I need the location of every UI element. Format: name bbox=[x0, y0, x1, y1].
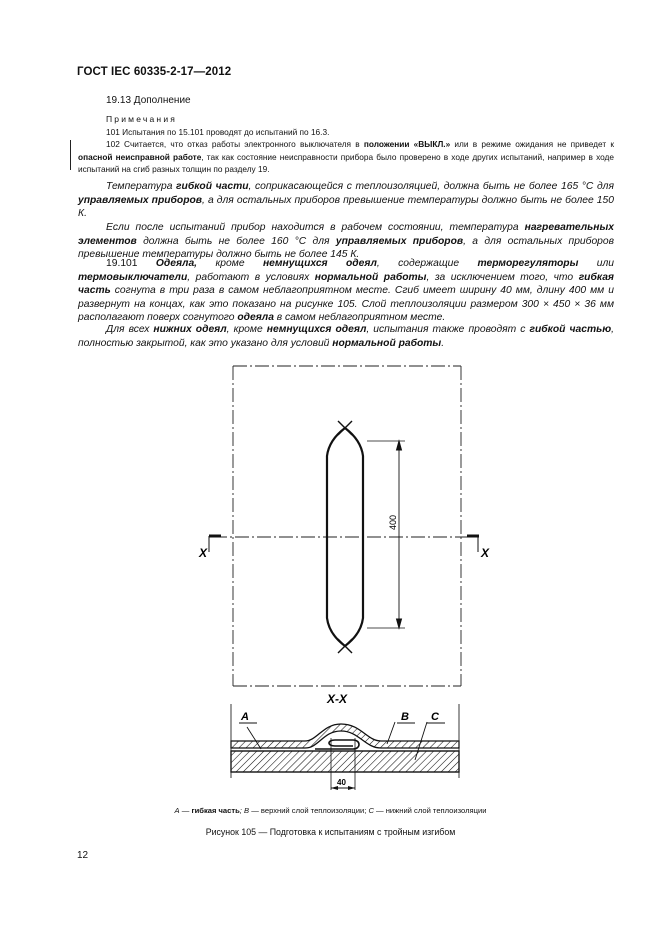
para-text: , а для остальных приборов превышение температуры должно быть не более 145 К. bbox=[78, 235, 615, 261]
para-text: должна быть не более 160 °С для bbox=[136, 235, 336, 247]
figure-legend bbox=[0, 806, 661, 815]
para-text: Для всех bbox=[106, 324, 154, 335]
paragraph-19-101 bbox=[78, 257, 614, 325]
legend-text: — bbox=[179, 806, 192, 815]
section-label-left: X bbox=[199, 546, 208, 560]
para-term: гибкой частью bbox=[529, 324, 612, 335]
legend-text: — верхний слой теплоизоляции; bbox=[249, 806, 369, 815]
dim-arrow-top bbox=[397, 441, 402, 450]
para-text: , за исключением того, что bbox=[426, 271, 579, 283]
note-101: 101 Испытания по 15.101 проводят до испытаний по 16.3. bbox=[106, 127, 330, 137]
change-bar bbox=[70, 140, 71, 170]
para-text: , полностью закрытой, как это указано для условий bbox=[78, 324, 615, 349]
legend-letter: A bbox=[174, 806, 180, 815]
section-title-xx: X-X bbox=[327, 692, 348, 706]
section-title: 19.13 Дополнение bbox=[106, 95, 191, 106]
label-b: B bbox=[401, 711, 409, 723]
para-term: гибкая часть bbox=[78, 271, 614, 297]
note-text: или в режиме ожидания не приведет к bbox=[450, 139, 614, 149]
para-term: немнущихся одеял bbox=[266, 324, 367, 335]
para-text: , содержащие bbox=[376, 258, 478, 269]
dimension-400 bbox=[367, 441, 405, 628]
dim40-arrow-right bbox=[348, 786, 355, 790]
paragraph-lower-blankets bbox=[78, 323, 614, 350]
legend-text: — нижний слой теплоизоляции bbox=[373, 806, 487, 815]
legend-letter: C bbox=[368, 806, 374, 815]
para-term: термовыключатели bbox=[78, 271, 188, 283]
para-term: Одеяла, bbox=[155, 258, 198, 269]
para-text: , а для остальных приборов превышение температуры должно быть не более 150 К. bbox=[78, 194, 614, 220]
dim-arrow-bottom bbox=[397, 619, 402, 628]
figure-105 bbox=[195, 360, 495, 790]
plan-view bbox=[213, 366, 475, 686]
label-c: C bbox=[431, 711, 439, 723]
flexible-part-fold bbox=[315, 740, 359, 749]
para-text: в самом неблагоприятном месте. bbox=[273, 312, 446, 324]
note-term: опасной неисправной работе bbox=[78, 151, 202, 162]
legend-letter: ; B bbox=[239, 806, 250, 815]
para-text: , кроме bbox=[226, 324, 267, 335]
para-text: согнута в три раза в самом неблагоприятном месте. Сгиб имеет ширину 40 мм, длину 400 мм и развернут на концах, как это показано на рисунке 105. Слой теплоизоляции размером 300 × 450 × 36 мм располагают поверх согнутого bbox=[78, 285, 614, 324]
para-term: терморегуляторы bbox=[477, 258, 579, 269]
dimension-40-label: 40 bbox=[337, 778, 346, 787]
para-text: . bbox=[441, 337, 445, 349]
note-text: , так как состояние неисправности прибора было проверено в ходе других испытаний, например в ходе испытаний на сгиб разных толщин по разделу 19. bbox=[78, 151, 615, 174]
figure-title: Рисунок 105 — Подготовка к испытаниям с тройным изгибом bbox=[205, 827, 456, 837]
note-text: 102 Считается, что отказ работы электронного выключателя в bbox=[106, 139, 364, 149]
section-markers bbox=[209, 536, 479, 552]
paragraph-temperature-flexible bbox=[78, 180, 614, 221]
para-term: одеяла bbox=[237, 312, 274, 324]
notes-title: Примечания bbox=[106, 114, 178, 124]
paragraph-temperature-heating bbox=[78, 221, 614, 262]
standard-header: ГОСТ IEC 60335-2-17—2012 bbox=[77, 66, 232, 78]
para-term: нагревательных элементов bbox=[78, 222, 614, 247]
clause-number: 19.101 bbox=[106, 258, 156, 269]
para-text: , испытания также проводят с bbox=[366, 324, 530, 335]
para-term: нижних одеял bbox=[153, 324, 227, 335]
para-term: управляемых приборов bbox=[335, 235, 464, 247]
para-term: гибкой части bbox=[176, 181, 249, 192]
para-term: немнущихся одеял bbox=[262, 258, 377, 269]
lower-insulation-layer bbox=[231, 751, 459, 772]
para-text: Температура bbox=[106, 181, 177, 192]
legend-term: гибкая часть bbox=[191, 806, 240, 815]
note-term: положении «ВЫКЛ.» bbox=[363, 139, 451, 149]
dimension-400-label: 400 bbox=[388, 514, 398, 530]
para-text: , соприкасающейся с теплоизоляцией, должна быть не более 165 °С для bbox=[248, 181, 614, 192]
para-term: нормальной работы bbox=[314, 271, 427, 283]
para-text: кроме bbox=[197, 258, 263, 269]
para-text: , работают в условиях bbox=[187, 271, 315, 283]
note-102 bbox=[78, 138, 614, 176]
para-text: или bbox=[578, 258, 615, 269]
page-number: 12 bbox=[77, 850, 89, 861]
para-term: нормальной работы bbox=[332, 337, 442, 349]
section-label-right: X bbox=[481, 546, 490, 560]
para-term: управляемых приборов bbox=[78, 194, 203, 206]
para-text: Если после испытаний прибор находится в рабочем состоянии, температура bbox=[106, 222, 525, 233]
label-a: A bbox=[241, 711, 249, 723]
